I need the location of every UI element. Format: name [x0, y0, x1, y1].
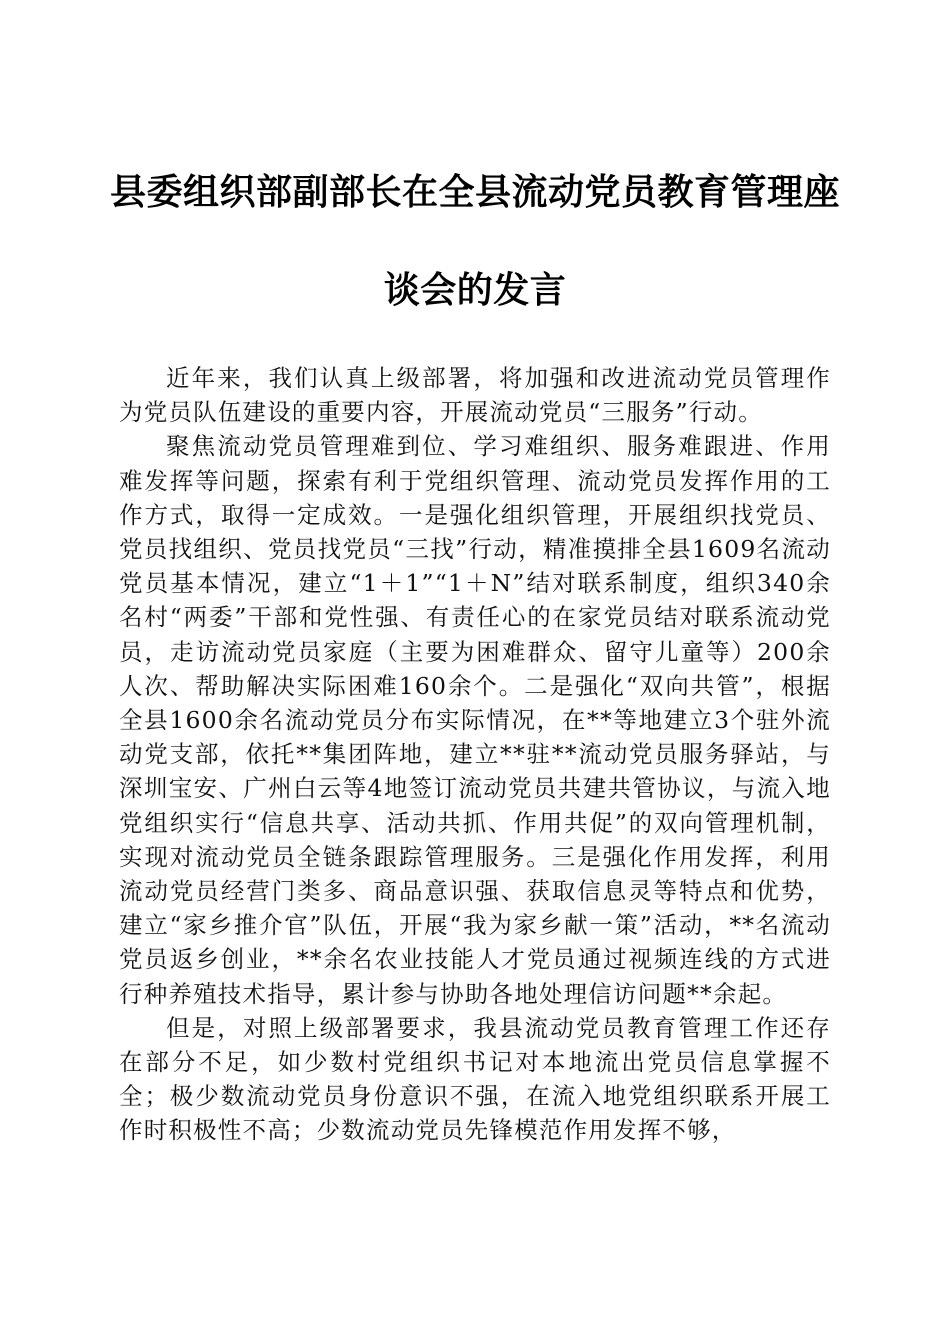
document-body: [119, 361, 831, 1148]
document-title-line-1: 县委组织部副部长在全县流动党员教育管理座: [109, 171, 840, 213]
paragraph-achievements: 聚焦流动党员管理难到位、学习难组织、服务难跟进、作用难发挥等问题，探索有利于党组织管理、流动党员发挥作用的工作方式，取得一定成效。一是强化组织管理，开展组织找党员、党员找组织、党员找党员“三找”行动，精准摸排全县1609名流动党员基本情况，建立“1＋1”“1＋N”结对联系制度，组织340余名村“两委”干部和党性强、有责任心的在家党员结对联系流动党员，走访流动党员家庭（主要为困难群众、留守儿童等）200余人次、帮助解决实际困难160余个。二是强化“双向共管”，根据全县1600余名流动党员分布实际情况，在**等地建立3个驻外流动党支部，依托**集团阵地，建立**驻**流动党员服务驿站，与深圳宝安、广州白云等4地签订流动党员共建共管协议，与流入地党组织实行“信息共享、活动共抓、作用共促”的双向管理机制，实现对流动党员全链条跟踪管理服务。三是强化作用发挥，利用流动党员经营门类多、商品意识强、获取信息灵等特点和优势，建立“家乡推介官”队伍，开展“我为家乡献一策”活动，**名流动党员返乡创业，**余名农业技能人才党员通过视频连线的方式进行种养殖技术指导，累计参与协助各地处理信访问题**余起。: [119, 432, 831, 1008]
paragraph-intro: 近年来，我们认真上级部署，将加强和改进流动党员管理作为党员队伍建设的重要内容，开展流动党员“三服务”行动。: [119, 364, 831, 427]
document-title-line-2: 谈会的发言: [383, 269, 567, 311]
paragraph-shortcomings: 但是，对照上级部署要求，我县流动党员教育管理工作还存在部分不足，如少数村党组织书记对本地流出党员信息掌握不全；极少数流动党员身份意识不强，在流入地党组织联系开展工作时积极性不高；少数流动党员先锋模范作用发挥不够，: [119, 1013, 831, 1145]
